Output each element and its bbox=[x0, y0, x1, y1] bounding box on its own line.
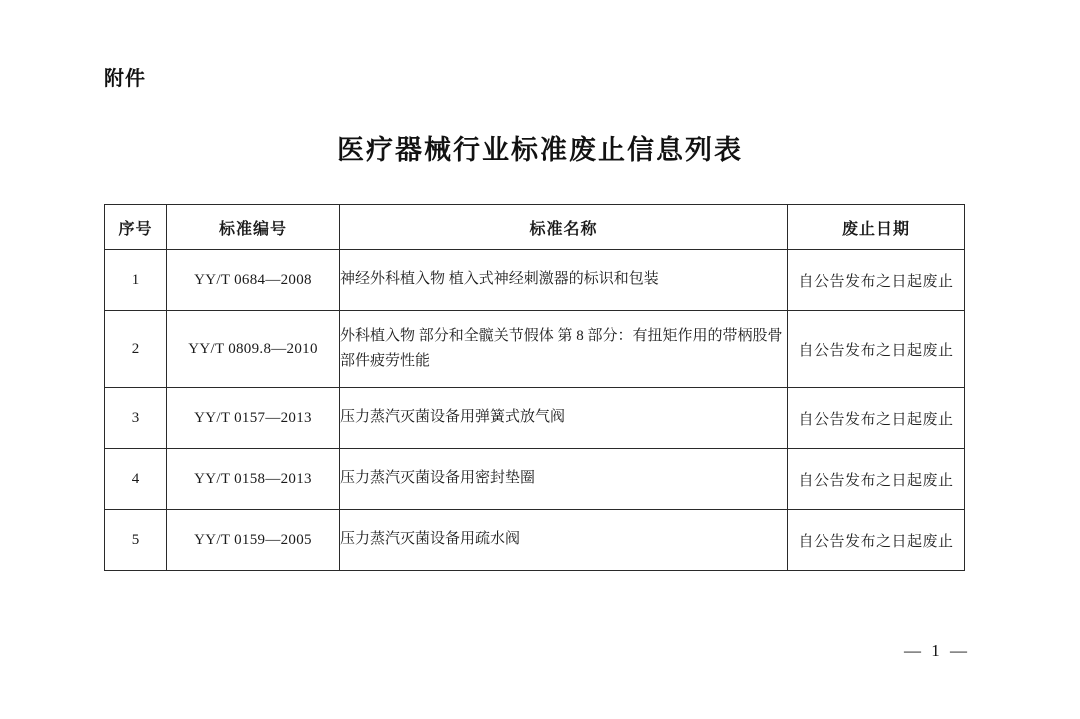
cell-no: 1 bbox=[105, 250, 167, 311]
cell-name: 压力蒸汽灭菌设备用弹簧式放气阀 bbox=[340, 388, 788, 449]
cell-date: 自公告发布之日起废止 bbox=[788, 388, 965, 449]
cell-name: 外科植入物 部分和全髋关节假体 第 8 部分：有扭矩作用的带柄股骨部件疲劳性能 bbox=[340, 311, 788, 388]
table-header-row bbox=[105, 205, 965, 250]
cell-no: 2 bbox=[105, 311, 167, 388]
table-row bbox=[105, 311, 965, 388]
cell-code: YY/T 0809.8—2010 bbox=[167, 311, 340, 388]
cell-date: 自公告发布之日起废止 bbox=[788, 449, 965, 510]
cell-code: YY/T 0157—2013 bbox=[167, 388, 340, 449]
standards-table-container bbox=[104, 204, 964, 571]
standards-table bbox=[104, 204, 965, 571]
table-row bbox=[105, 510, 965, 571]
cell-name: 压力蒸汽灭菌设备用疏水阀 bbox=[340, 510, 788, 571]
cell-code: YY/T 0684—2008 bbox=[167, 250, 340, 311]
cell-no: 4 bbox=[105, 449, 167, 510]
cell-name: 神经外科植入物 植入式神经刺激器的标识和包装 bbox=[340, 250, 788, 311]
table-row bbox=[105, 388, 965, 449]
column-header-code: 标准编号 bbox=[167, 205, 340, 250]
table-row bbox=[105, 449, 965, 510]
cell-code: YY/T 0158—2013 bbox=[167, 449, 340, 510]
cell-name: 压力蒸汽灭菌设备用密封垫圈 bbox=[340, 449, 788, 510]
table-row bbox=[105, 250, 965, 311]
column-header-date: 废止日期 bbox=[788, 205, 965, 250]
cell-code: YY/T 0159—2005 bbox=[167, 510, 340, 571]
attachment-label: 附件 bbox=[104, 68, 146, 90]
cell-no: 5 bbox=[105, 510, 167, 571]
cell-date: 自公告发布之日起废止 bbox=[788, 510, 965, 571]
cell-date: 自公告发布之日起废止 bbox=[788, 311, 965, 388]
cell-date: 自公告发布之日起废止 bbox=[788, 250, 965, 311]
cell-no: 3 bbox=[105, 388, 167, 449]
page-number: — 1 — bbox=[904, 641, 970, 660]
column-header-no: 序号 bbox=[105, 205, 167, 250]
page-title: 医疗器械行业标准废止信息列表 bbox=[337, 135, 743, 165]
column-header-name: 标准名称 bbox=[340, 205, 788, 250]
